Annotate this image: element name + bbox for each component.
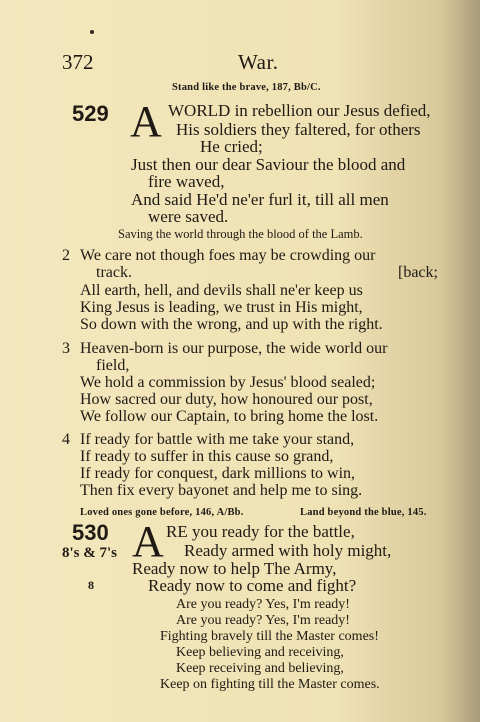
tune-reference: Land beyond the blue, 145. <box>300 507 427 518</box>
verse-line: And said He'd ne'er furl it, till all men <box>131 190 389 209</box>
chorus-line: Keep believing and receiving, <box>176 645 344 660</box>
tune-reference: Stand like the brave, 187, Bb/C. <box>172 82 321 93</box>
drop-cap: A <box>132 517 164 566</box>
tune-reference: Loved ones gone before, 146, A/Bb. <box>80 507 244 518</box>
page-number: 372 <box>62 50 94 74</box>
verse-line: He cried; <box>200 137 263 156</box>
hymn-number: 530 <box>72 520 109 545</box>
chorus-line: Are you ready? Yes, I'm ready! <box>176 597 350 612</box>
hymn-number: 529 <box>72 101 109 126</box>
verse-number: 2 <box>62 247 70 264</box>
verse-line: Then fix every bayonet and help me to sing. <box>80 482 363 499</box>
verse-line: Ready armed with holy might, <box>184 541 392 560</box>
verse-line: [back; <box>398 264 438 281</box>
verse-number: 4 <box>62 431 70 448</box>
verse-line: We care not though foes may be crowding our <box>80 247 376 264</box>
ink-dot <box>90 30 94 34</box>
verse-line: WORLD in rebellion our Jesus defied, <box>168 101 431 120</box>
chorus-line: Keep on fighting till the Master comes. <box>160 677 380 692</box>
refrain-line: Saving the world through the blood of the Lamb. <box>118 227 363 241</box>
verse-line: field, <box>96 357 130 374</box>
verse-line: How sacred our duty, how honoured our post, <box>80 391 373 408</box>
verse-mark: 8 <box>88 578 94 592</box>
chorus-line: Keep receiving and believing, <box>176 661 344 676</box>
verse-number: 3 <box>62 340 70 357</box>
verse-line: Just then our dear Saviour the blood and <box>131 155 406 174</box>
verse-line: fire waved, <box>148 172 225 191</box>
chorus-line: Are you ready? Yes, I'm ready! <box>176 613 350 628</box>
verse-line: If ready for battle with me take your stand, <box>80 431 355 448</box>
verse-line: If ready to suffer in this cause so grand, <box>80 448 334 465</box>
verse-line: King Jesus is leading, we trust in His might, <box>80 299 363 316</box>
running-head: War. <box>238 50 279 74</box>
chorus-line: Fighting bravely till the Master comes! <box>160 629 379 644</box>
verse-line: RE you ready for the battle, <box>166 522 355 541</box>
meter-label: 8's & 7's <box>62 545 118 561</box>
verse-line: track. <box>96 264 132 281</box>
verse-line: Ready now to come and fight? <box>148 576 357 595</box>
verse-line: Heaven-born is our purpose, the wide world our <box>80 340 388 357</box>
verse-line: were saved. <box>148 207 229 226</box>
verse-line: We follow our Captain, to bring home the lost. <box>80 408 379 425</box>
verse-line: If ready for conquest, dark millions to win, <box>80 465 356 482</box>
drop-cap: A <box>130 97 162 146</box>
verse-line: We hold a commission by Jesus' blood sealed; <box>80 374 376 391</box>
verse-line: So down with the wrong, and up with the right. <box>80 316 383 333</box>
verse-line: All earth, hell, and devils shall ne'er keep us <box>80 282 363 299</box>
verse-line: Ready now to help The Army, <box>132 559 337 578</box>
verse-line: His soldiers they faltered, for others <box>176 120 421 139</box>
